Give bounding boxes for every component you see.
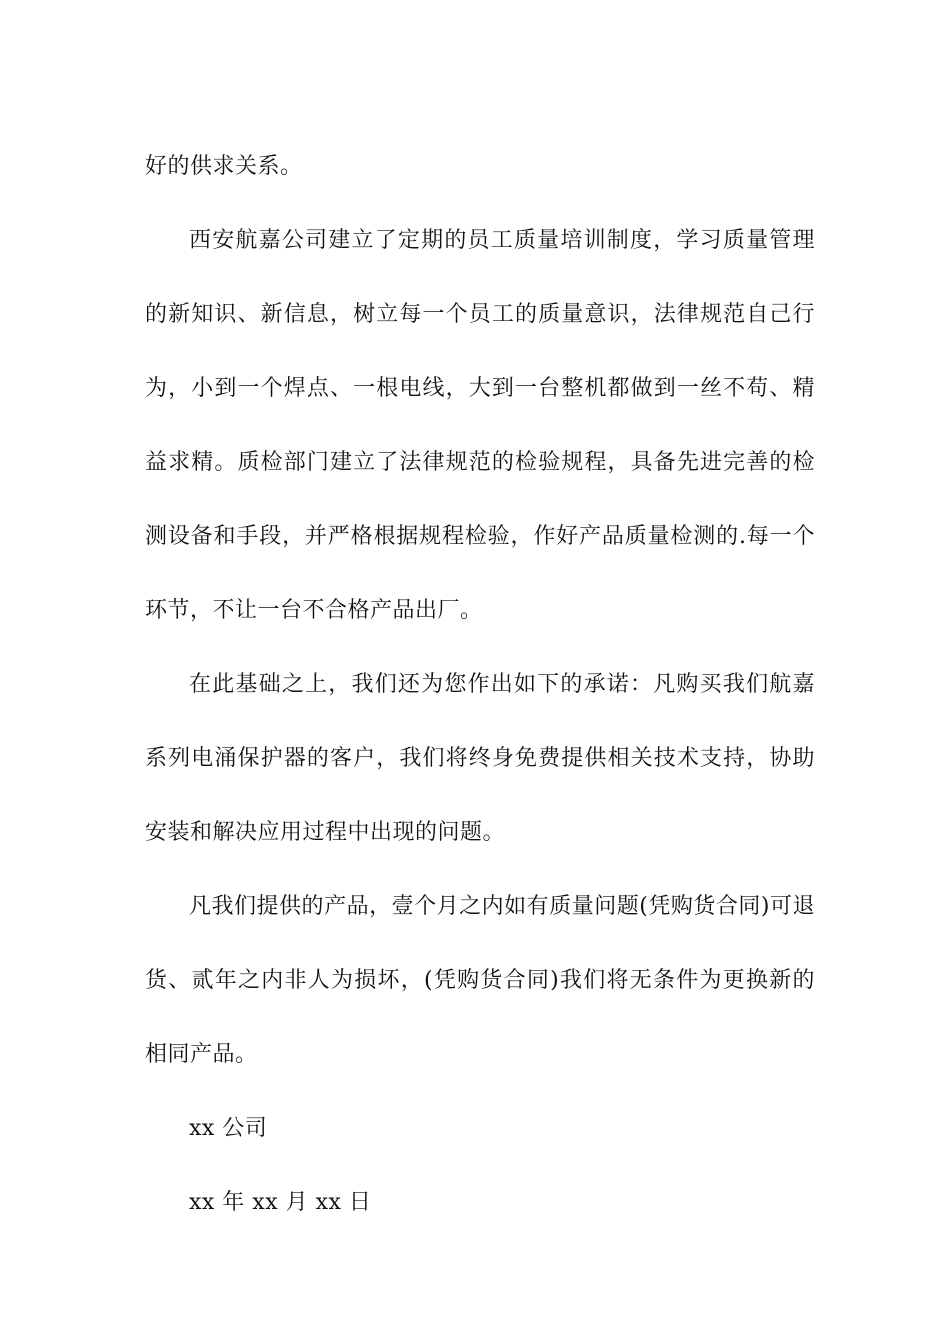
paragraph-commitment: 在此基础之上，我们还为您作出如下的承诺：凡购买我们航嘉系列电涌保护器的客户，我们将终身免费提供相关技术支持，协助安装和解决应用过程中出现的问题。 [145, 672, 815, 845]
document-body [145, 130, 815, 1240]
signature-company: xx 公司 [189, 1116, 268, 1141]
signature-date: xx 年 xx 月 xx 日 [189, 1190, 372, 1215]
paragraph-quality-training: 西安航嘉公司建立了定期的员工质量培训制度，学习质量管理的新知识、新信息，树立每一个员工的质量意识，法律规范自己行为，小到一个焊点、一根电线，大到一台整机都做到一丝不苟、精益求精。质检部门建立了法律规范的检验规程，具备先进完善的检测设备和手段，并严格根据规程检验，作好产品质量检测的.每一个环节，不让一台不合格产品出厂。 [145, 228, 815, 623]
paragraph-continuation: 好的供求关系。 [145, 154, 303, 179]
paragraph-warranty: 凡我们提供的产品，壹个月之内如有质量问题(凭购货合同)可退货、贰年之内非人为损坏，(凭购货合同)我们将无条件为更换新的相同产品。 [145, 894, 815, 1067]
